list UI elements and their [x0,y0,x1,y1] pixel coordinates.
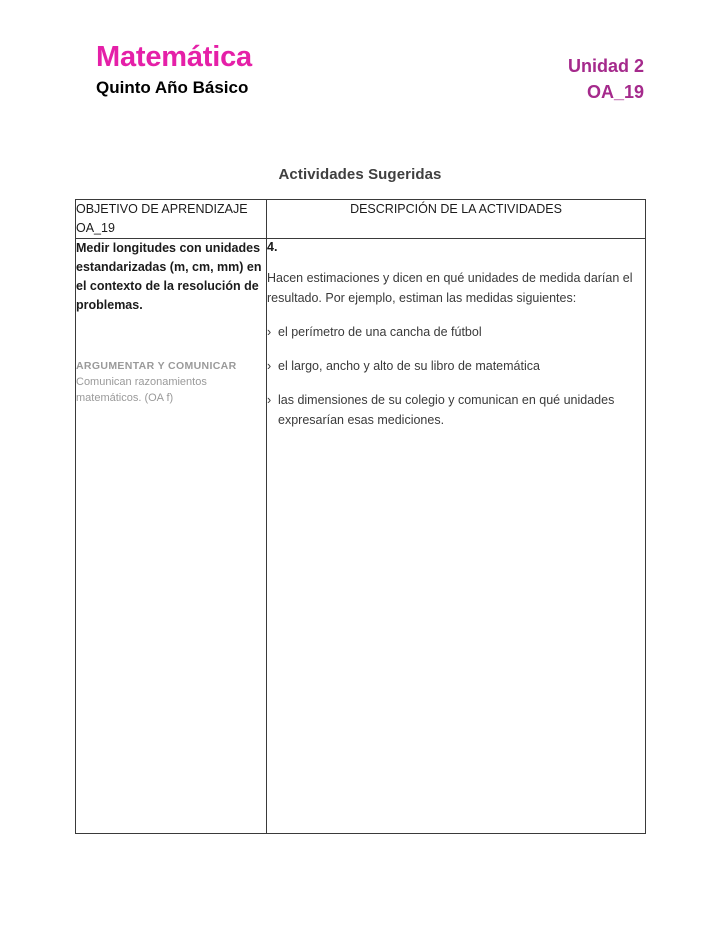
cell-objective [76,238,267,833]
column-header-objective: OBJETIVO DE APRENDIZAJE OA_19 [76,200,267,239]
unit-block [568,53,644,105]
bullet-marker-icon: › [267,325,272,340]
page-header [0,0,720,130]
table-header-row [76,200,646,239]
activity-item-list [267,322,645,430]
page-subtitle: Quinto Año Básico [96,78,249,98]
list-item-label: el largo, ancho y alto de su libro de matemática [278,359,540,374]
list-item-label: las dimensiones de su colegio y comunican en qué unidades expresarían esas mediciones. [278,393,615,428]
brand-block [96,42,252,99]
list-item [267,322,645,342]
activities-table-wrapper [75,199,645,834]
section-title: Actividades Sugeridas [278,166,442,183]
table-row [76,238,646,833]
skill-heading: ARGUMENTAR Y COMUNICAR [76,359,237,372]
bullet-marker-icon: › [267,393,272,408]
bullet-marker-icon: › [267,359,272,374]
activities-table [75,199,646,834]
oa-code-label: OA_19 [586,82,644,103]
page-title: Matemática [96,41,252,73]
activity-number: 4. [267,239,278,254]
unit-label: Unidad 2 [567,56,644,76]
column-header-description: DESCRIPCIÓN DE LA ACTIVIDADES [267,200,646,239]
skill-text: Comunican razonamientos matemáticos. (OA f) [76,376,207,405]
cell-description [267,238,646,833]
list-item [267,390,645,430]
activity-intro-text: Hacen estimaciones y dicen en qué unidades de medida darían el resultado. Por ejemplo, estiman las medidas siguientes: [267,270,633,305]
list-item-label: el perímetro de una cancha de fútbol [278,325,482,340]
list-item [267,356,645,376]
skill-block [76,359,266,408]
objective-text: Medir longitudes con unidades estandarizadas (m, cm, mm) en el contexto de la resolución de problemas. [76,240,262,312]
